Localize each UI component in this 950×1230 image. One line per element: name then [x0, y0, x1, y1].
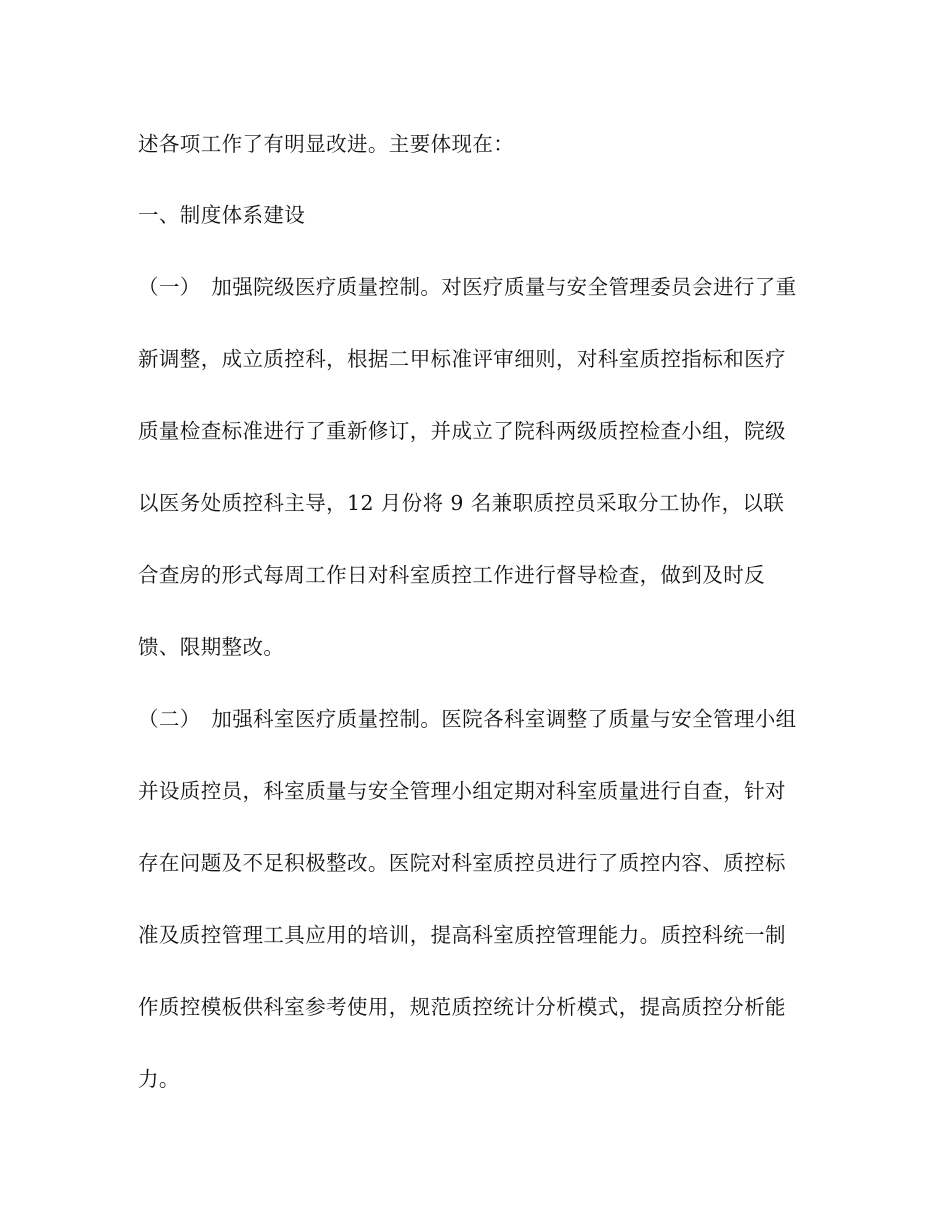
paragraph-2-line-3: 存在问题及不足积极整改。医院对科室质控员进行了质控内容、质控标 [138, 851, 786, 875]
paragraph-2-line-5: 作质控模板供科室参考使用，规范质控统计分析模式，提高质控分析能 [138, 995, 786, 1019]
paragraph-1-line-2: 新调整，成立质控科，根据二甲标准评审细则，对科室质控指标和医疗 [138, 347, 786, 371]
paragraph-2-line-6: 力。 [138, 1067, 180, 1091]
text-line-intro: 述各项工作了有明显改进。主要体现在： [138, 132, 515, 156]
section-heading: 一、制度体系建设 [138, 203, 306, 227]
paragraph-1-line-4: 以医务处质控科主导，12 月份将 9 名兼职质控员采取分工协作，以联 [138, 491, 785, 515]
paragraph-1-line-3: 质量检查标准进行了重新修订，并成立了院科两级质控检查小组，院级 [138, 419, 786, 443]
paragraph-2-line-4: 准及质控管理工具应用的培训，提高科室质控管理能力。质控科统一制 [138, 923, 786, 947]
paragraph-2-line-1: （二） 加强科室医疗质量控制。医院各科室调整了质量与安全管理小组 [138, 707, 797, 731]
paragraph-1-line-1: （一） 加强院级医疗质量控制。对医疗质量与安全管理委员会进行了重 [138, 275, 797, 299]
paragraph-2-line-2: 并设质控员，科室质量与安全管理小组定期对科室质量进行自查，针对 [138, 779, 786, 803]
paragraph-1-line-5: 合查房的形式每周工作日对科室质控工作进行督导检查，做到及时反 [138, 563, 765, 587]
paragraph-1-line-6: 馈、限期整改。 [138, 635, 285, 659]
